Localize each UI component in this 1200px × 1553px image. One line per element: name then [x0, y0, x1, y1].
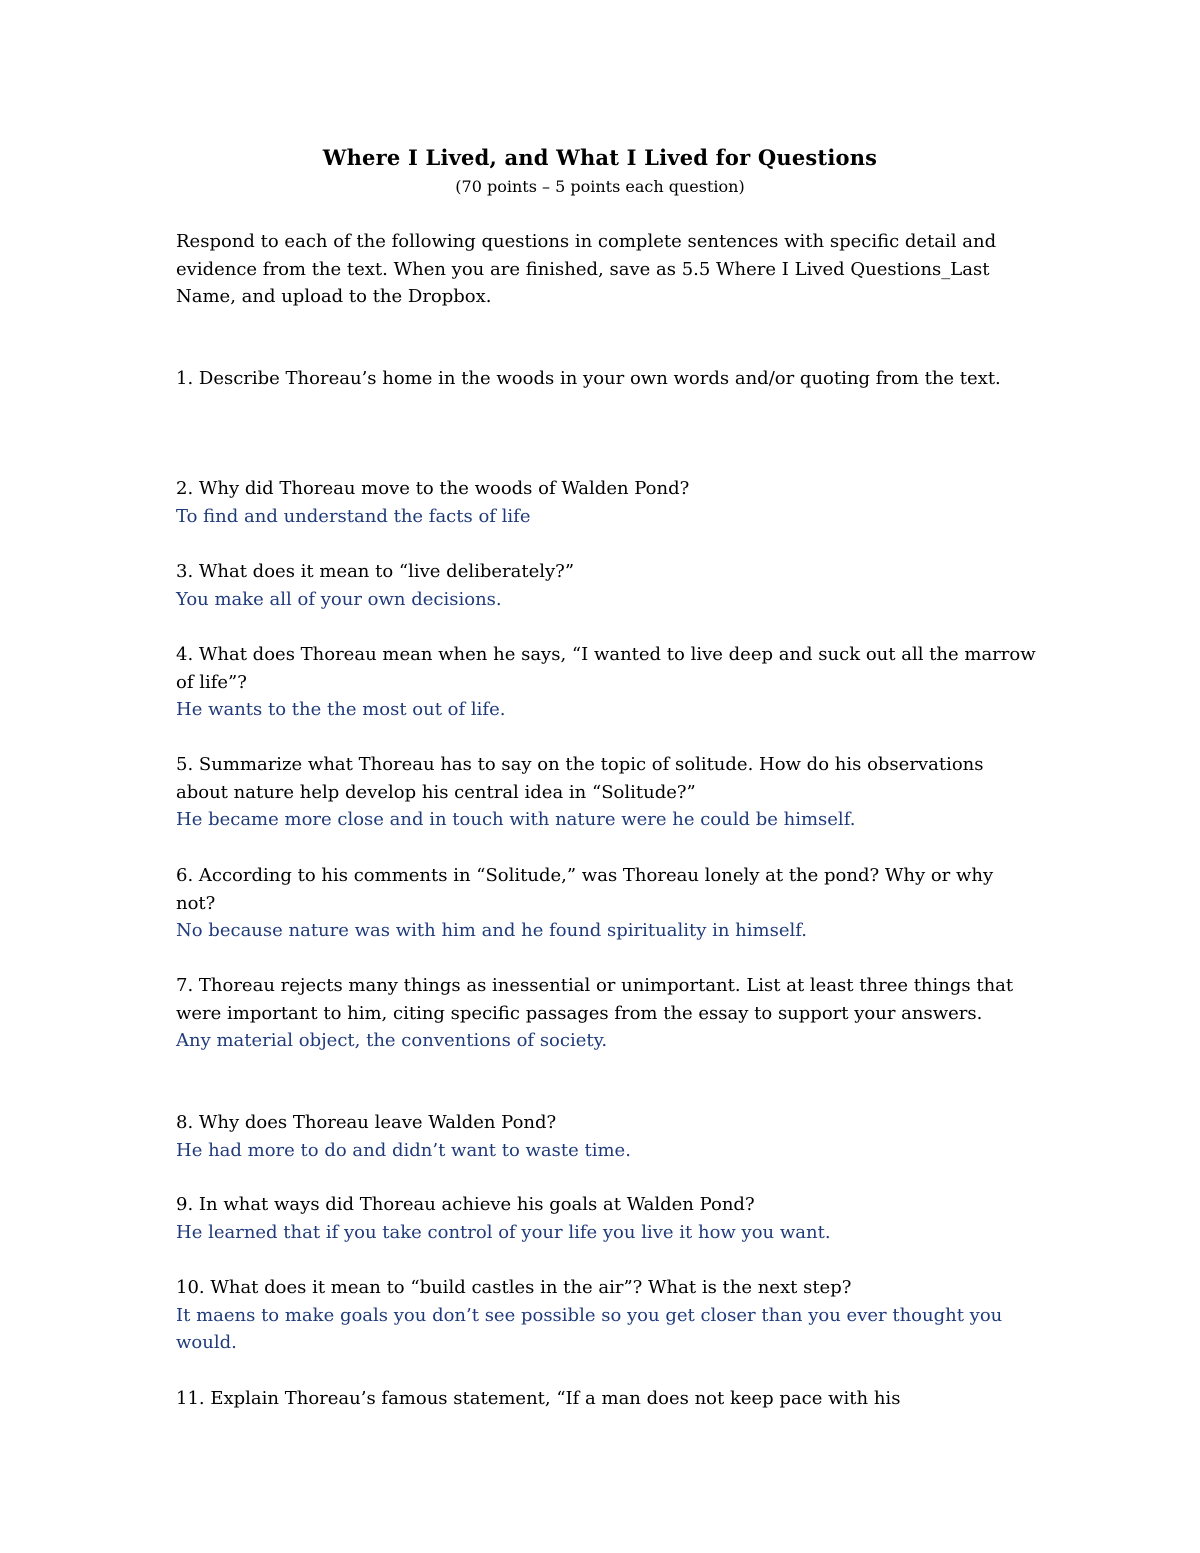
- question-block-8: [176, 1109, 1036, 1164]
- question-text: 10. What does it mean to “build castles in the air”? What is the next step?: [176, 1277, 852, 1298]
- document-title: Where I Lived, and What I Lived for Questions: [322, 145, 878, 170]
- question-text: 9. In what ways did Thoreau achieve his goals at Walden Pond?: [176, 1194, 755, 1215]
- answer-text: You make all of your own decisions.: [176, 588, 502, 610]
- answer-text: No because nature was with him and he found spirituality in himself.: [176, 920, 807, 941]
- answer-text: He became more close and in touch with nature were he could be himself.: [176, 809, 856, 830]
- answer-text: To find and understand the facts of life: [176, 505, 531, 527]
- question-block-9: [176, 1191, 1036, 1246]
- question-text: 4. What does Thoreau mean when he says, “I wanted to live deep and suck out all the marrow of life”?: [176, 644, 1036, 693]
- answer-text: He learned that if you take control of your life you live it how you want.: [176, 1221, 831, 1243]
- question-text: 2. Why did Thoreau move to the woods of Walden Pond?: [176, 478, 690, 499]
- question-text: 8. Why does Thoreau leave Walden Pond?: [176, 1112, 557, 1133]
- answer-text: It maens to make goals you don’t see possible so you get closer than you ever thought you would.: [176, 1304, 1003, 1353]
- question-text: 6. According to his comments in “Solitude,” was Thoreau lonely at the pond? Why or why not?: [176, 865, 994, 914]
- question-block-6: [176, 862, 1036, 945]
- question-text: 3. What does it mean to “live deliberately?”: [176, 561, 575, 582]
- question-block-3: [176, 558, 1036, 613]
- question-block-1: [176, 365, 1036, 393]
- instructions-paragraph: Respond to each of the following questions in complete sentences with specific detail and evidence from the text. When you are finished, save as 5.5 Where I Lived Questions_Last Name, and upload to the Dropbox.: [176, 231, 997, 307]
- question-text: 5. Summarize what Thoreau has to say on the topic of solitude. How do his observations about nature help develop his central idea in “Solitude?”: [176, 754, 984, 803]
- question-block-2: [176, 475, 1036, 530]
- question-block-4: [176, 641, 1036, 724]
- question-text: 7. Thoreau rejects many things as inessential or unimportant. List at least three things that were important to him, citing specific passages from the essay to support your answers.: [176, 975, 1014, 1024]
- question-text: 11. Explain Thoreau’s famous statement, “If a man does not keep pace with his: [176, 1388, 901, 1409]
- question-block-10: [176, 1274, 1036, 1357]
- question-block-5: [176, 751, 1036, 834]
- question-block-7: [176, 972, 1036, 1055]
- document-subtitle: (70 points – 5 points each question): [455, 177, 745, 196]
- answer-text: Any material object, the conventions of society.: [176, 1030, 608, 1051]
- question-block-11: [176, 1385, 1036, 1413]
- question-text: 1. Describe Thoreau’s home in the woods in your own words and/or quoting from the text.: [176, 368, 1001, 389]
- answer-text: He had more to do and didn’t want to waste time.: [176, 1139, 631, 1161]
- answer-text: He wants to the the most out of life.: [176, 699, 506, 720]
